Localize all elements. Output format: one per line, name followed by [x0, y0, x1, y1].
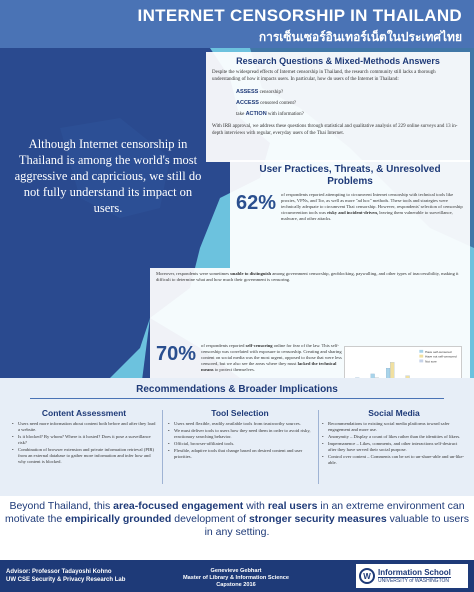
stat-62-row [236, 192, 464, 222]
poster-header [0, 0, 474, 48]
column-content-assessment [12, 408, 156, 488]
list-item: • Combination of browser extension and private information retrieval (PIR) from an external database to gather more information and infer how and why content is blocked. [12, 447, 156, 465]
footer-advisor: Advisor: Professor Tadayoshi Kohno UW CSE Security & Privacy Research Lab [6, 569, 126, 583]
list-item: • Flexible, adaptive tools that change based on desired content and user priorities. [168, 448, 312, 460]
distinguish-panel [150, 268, 470, 340]
conclusion: Beyond Thailand, this area-focused engagement with real users in an extreme environment can motivate the empirically grounded development of stronger security measures valuable to users in any setting. [0, 496, 474, 560]
chart-legend-label: Have self-censored [425, 349, 452, 354]
chart-legend-swatch [419, 350, 423, 353]
list-item: • Impermanence – Likes, comments, and other interactions self-destruct after they have served their social purpose. [322, 441, 466, 453]
footer [0, 560, 474, 592]
practices-heading: User Practices, Threats, & Unresolved Problems [259, 164, 441, 187]
list-item: • Is it blocked? By whom? Where is it hosted? Does it pose a surveillance risk? [12, 434, 156, 446]
research-method: With IRB approval, we address these questions through statistical and qualitative analysis of 229 online surveys and 13 in-depth interviews with regular, everyday users of the Thai Internet. [212, 124, 458, 136]
stat-70: 70% [156, 343, 197, 365]
column-divider [318, 410, 319, 484]
poster-title: INTERNET CENSORSHIP IN THAILAND [137, 6, 462, 25]
pull-quote: Although Internet censorship in Thailand is among the world's most aggressive and capricious, we still do not fully understand its impact on users. [14, 137, 202, 215]
column-title: Tool Selection [211, 408, 269, 418]
recommendations-rule [30, 398, 444, 399]
user-practices-panel [230, 160, 470, 268]
recommendations-heading: Recommendations & Broader Implications [136, 384, 338, 395]
chart-legend-swatch [419, 355, 423, 358]
uw-ischool-logo: W Information School UNIVERSITY of WASHINGTON [356, 564, 468, 588]
list-item: • Users need flexible, readily available tools from trustworthy sources. [168, 421, 312, 427]
question-action: take ACTION with information? [236, 111, 304, 117]
footer-author: Genevieve Gebhart Master of Library & Information Science Capstone 2016 [183, 568, 289, 588]
question-assess: ASSESS censorship? [236, 89, 284, 95]
research-heading: Research Questions & Mixed-Methods Answers [236, 56, 440, 66]
research-questions-panel [206, 52, 470, 162]
stat-70-row [156, 343, 346, 373]
chart-legend-label: Not sure [425, 359, 437, 364]
list-item: • Users need more information about content both before and after they load a website. [12, 421, 156, 433]
list-item: • We must deliver tools to users how they need them in order to avoid risky, reactionary searching behavior. [168, 428, 312, 440]
chart-legend-swatch [419, 360, 423, 363]
list-item: • Recommendations to existing social media platforms toward safer engagement and more use. [322, 421, 466, 433]
poster-thai-title: การเซ็นเซอร์อินเทอร์เน็ตในประเทศไทย [258, 30, 462, 44]
column-tool-selection [168, 408, 312, 488]
column-title: Content Assessment [41, 408, 127, 418]
stat-62: 62% [236, 192, 277, 214]
research-question-list [236, 87, 464, 120]
column-divider [162, 410, 163, 484]
research-intro: Despite the widespread effects of Internet censorship in Thailand, the research community still lacks a thorough understanding of how it impacts users. In particular, how do users of the Internet in Thailand: [212, 70, 436, 82]
stat-70-text: of respondents reported self-censoring online for fear of the law. This self-censorship was correlated with exposure to censorship. Creating and sharing content on social media was the most urgent, opposed to those that were less censored, but we also see the areas where they must lacked the technical means to protect themselves. [201, 343, 342, 372]
stat-62-text: of respondents reported attempting to circumvent Internet censorship with technical tools like proxies, VPNs, and Tor, as well as more "ad hoc" methods. These tools and strategies were technically adequate to circumvent Thai censorship. However, respondents' selection of censorship circumvention tools was risky and incident-driven, leaving them vulnerable to surveillance, malware, and other attacks. [281, 192, 463, 221]
w-logo-icon: W [359, 568, 375, 584]
distinguish-text: Moreover, respondents were sometimes unable to distinguish among government censorship, geoblocking, paywalling, and other types of inaccessibility, making it difficult to determine what and how much their government is censoring. [156, 271, 459, 282]
list-item: • Anonymity – Display a count of likes rather than the identities of likers. [322, 434, 466, 440]
question-access: ACCESS censored content? [236, 100, 297, 106]
column-social-media [322, 408, 466, 488]
chart-legend-label: Have not self-censored [425, 354, 457, 359]
column-title: Social Media [368, 408, 420, 418]
list-item: • Official, browser-affiliated tools. [168, 441, 312, 447]
list-item: • Control over content – Comments can be set to un-share-able and un-like-able. [322, 454, 466, 466]
